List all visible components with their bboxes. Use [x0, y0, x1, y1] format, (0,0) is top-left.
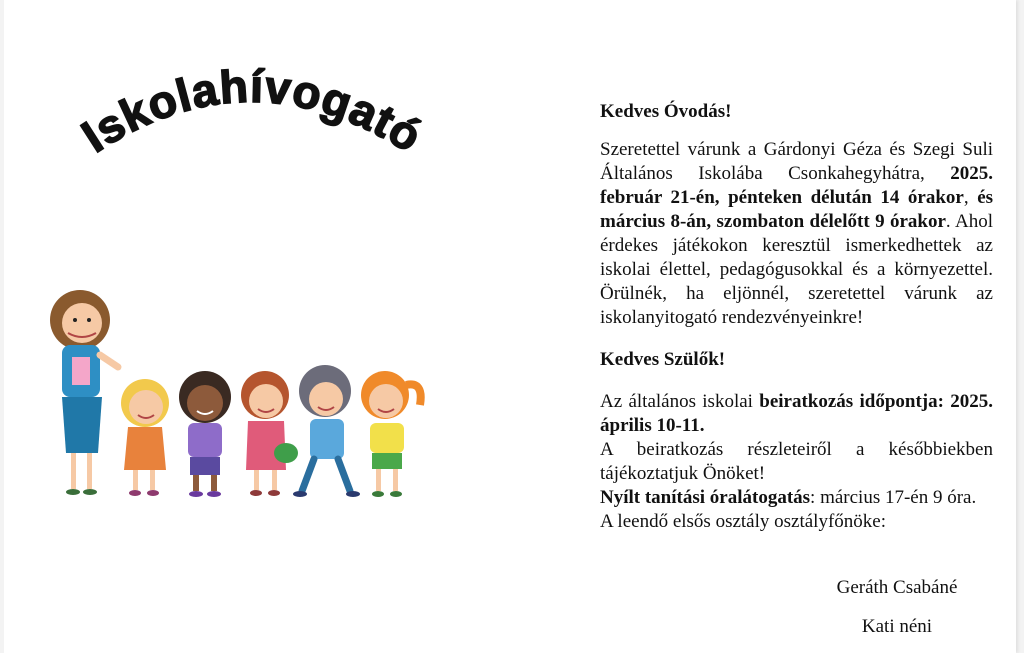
- title-wordart: [50, 62, 450, 182]
- invite-separator: ,: [963, 187, 978, 208]
- enrollment-date: beiratkozás időpontja: 2025. április 10-11.: [600, 391, 993, 436]
- child-figure: [179, 371, 231, 497]
- invite-text-rest: . Ahol érdekes játékokon keresztül ismerkedhettek az iskolai élettel, pedagógusokkal és a környezettel. Örülnék, ha eljönnél, szeretettel várunk az iskolanyitogató rendezvényeinkre!: [600, 211, 994, 328]
- child-figure: [361, 371, 421, 497]
- signature-name: Geráth Csabáné: [836, 577, 958, 598]
- open-lesson-line: [600, 486, 993, 510]
- teacher-figure: [50, 290, 118, 495]
- child-figure: [121, 379, 169, 496]
- title-text: Iskolahívogató: [72, 62, 432, 163]
- enrollment-details: A beiratkozás részleteiről a későbbiekben tájékoztatjuk Önöket!: [600, 439, 993, 484]
- invitation-paragraph: [600, 138, 993, 330]
- signature-nickname: Kati néni: [861, 616, 933, 637]
- page-margin: [0, 0, 4, 653]
- child-figure: [241, 371, 298, 496]
- greeting-kindergarten: Kedves Óvodás!: [600, 101, 732, 122]
- teacher-children-illustration: [40, 285, 440, 510]
- enrollment-paragraph: [600, 390, 993, 438]
- invite-date-1: 2025. február 21-én, pénteken délután 14 órakor: [600, 163, 993, 208]
- teacher-line: A leendő elsős osztály osztályfőnöke:: [600, 511, 886, 532]
- enrollment-text: Az általános iskolai: [600, 391, 760, 412]
- letter-text: [600, 100, 993, 534]
- invite-text: Szeretettel várunk a Gárdonyi Géza és Szegi Suli Általános Iskolába Csonkahegyhátra,: [600, 139, 993, 184]
- invite-date-2: és március 8-án, szombaton délelőtt 9 órakor: [600, 187, 994, 232]
- child-figure: [293, 365, 360, 497]
- open-lesson-date: : március 17-én 9 óra.: [810, 487, 977, 508]
- greeting-parents: Kedves Szülők!: [600, 349, 726, 370]
- open-lesson-label: Nyílt tanítási óralátogatás: [600, 487, 811, 508]
